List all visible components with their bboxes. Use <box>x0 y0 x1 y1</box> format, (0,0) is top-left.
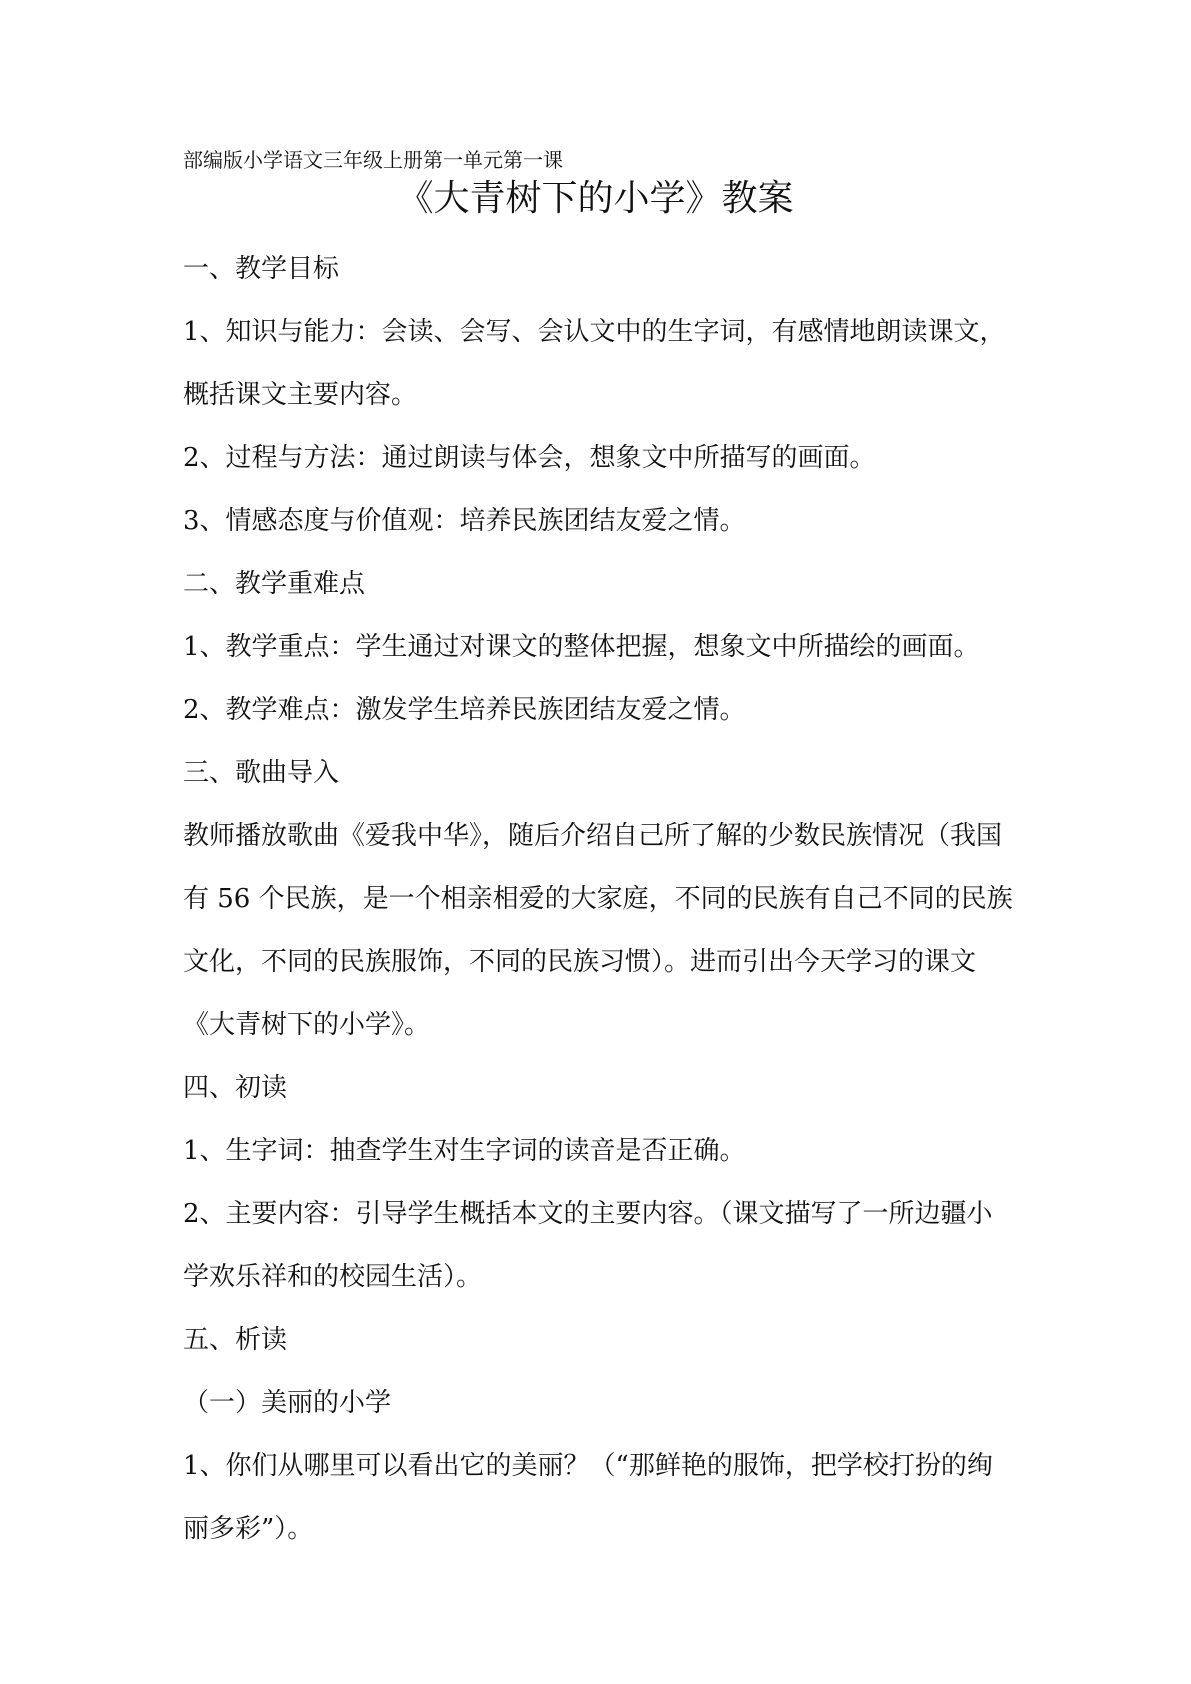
paragraph-vocabulary: 1、生字词：抽查学生对生字词的读音是否正确。 <box>183 1136 746 1166</box>
document-title: 《大青树下的小学》教案 <box>397 178 794 219</box>
paragraph-song-intro: 教师播放歌曲《爱我中华》，随后介绍自己所了解的少数民族情况（我国有 56 个民族，是一个相亲相爱的大家庭，不同的民族有自己不同的民族文化，不同的民族服饰，不同的民族习惯）。进而引出今天学习的课文《大青树下的小学》。 <box>183 821 1013 1040</box>
paragraph-key-point: 1、教学重点：学生通过对课文的整体把握，想象文中所描绘的画面。 <box>183 632 980 662</box>
subsection-heading-beautiful-school: （一）美丽的小学 <box>183 1388 392 1418</box>
section-heading-song-intro: 三、歌曲导入 <box>183 758 340 788</box>
paragraph-objective-process: 2、过程与方法：通过朗读与体会，想象文中所描写的画面。 <box>183 443 876 473</box>
paragraph-main-content: 2、主要内容：引导学生概括本文的主要内容。（课文描写了一所边疆小学欢乐祥和的校园生活）。 <box>183 1199 993 1292</box>
paragraph-objective-knowledge: 1、知识与能力：会读、会写、会认文中的生字词，有感情地朗读课文，概括课文主要内容。 <box>183 317 1006 410</box>
section-heading-objectives: 一、教学目标 <box>183 254 340 284</box>
paragraph-objective-values: 3、情感态度与价值观：培养民族团结友爱之情。 <box>183 506 746 536</box>
paragraph-question-beauty: 1、你们从哪里可以看出它的美丽？（“那鲜艳的服饰，把学校打扮的绚丽多彩”）。 <box>183 1451 993 1544</box>
paragraph-difficult-point: 2、教学难点：激发学生培养民族团结友爱之情。 <box>183 695 746 725</box>
section-heading-first-reading: 四、初读 <box>183 1073 288 1103</box>
document-body <box>183 238 1013 1561</box>
document-subtitle: 部编版小学语文三年级上册第一单元第一课 <box>183 148 563 172</box>
section-heading-analysis: 五、析读 <box>183 1325 288 1355</box>
section-heading-key-points: 二、教学重难点 <box>183 569 366 599</box>
